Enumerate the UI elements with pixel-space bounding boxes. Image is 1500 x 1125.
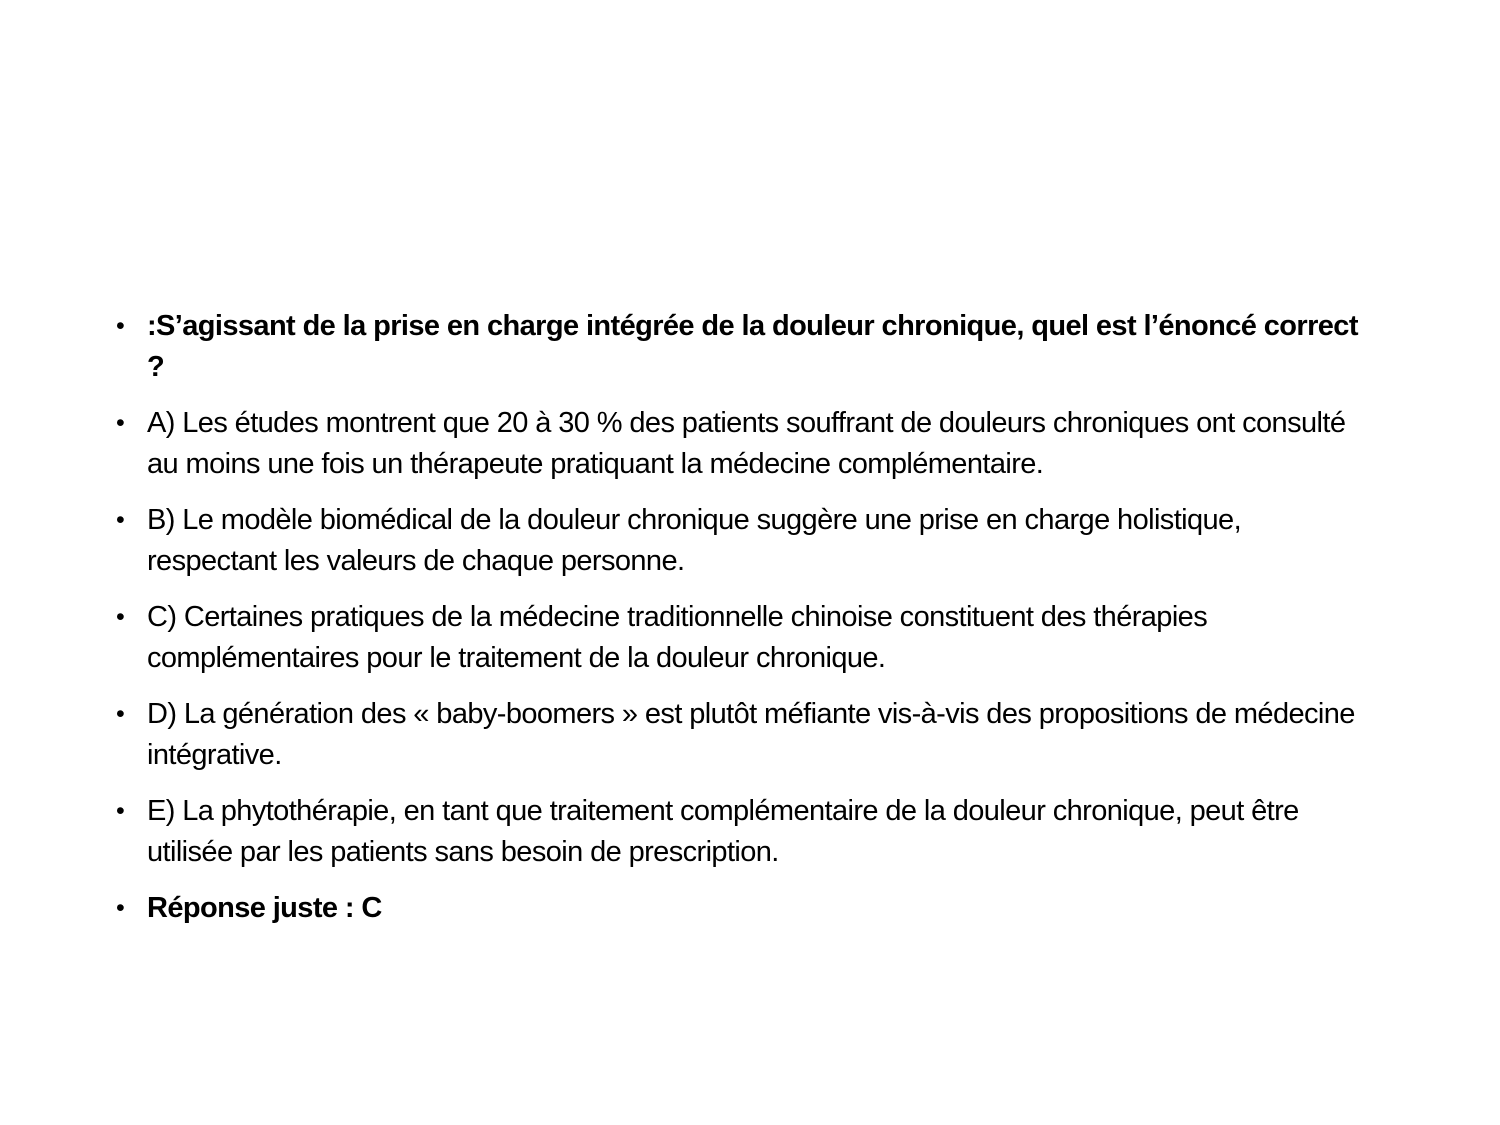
bullet-icon: •: [116, 603, 125, 631]
question-text: :S’agissant de la prise en charge intégrée de la douleur chronique, quel est l’énoncé correct ?: [147, 310, 1358, 383]
question-item: [116, 306, 1376, 387]
option-c-text: C) Certaines pratiques de la médecine traditionnelle chinoise constituent des thérapies complémentaires pour le traitement de la douleur chronique.: [147, 601, 1208, 674]
option-d-item: [116, 694, 1376, 775]
bullet-icon: •: [116, 506, 125, 534]
bullet-icon: •: [116, 409, 125, 437]
option-a-item: [116, 403, 1376, 484]
option-c-item: [116, 597, 1376, 678]
option-e-text: E) La phytothérapie, en tant que traitement complémentaire de la douleur chronique, peut être utilisée par les patients sans besoin de prescription.: [147, 795, 1299, 868]
option-b-item: [116, 500, 1376, 581]
bullet-icon: •: [116, 312, 125, 340]
answer-item: [116, 888, 1376, 929]
bullet-icon: •: [116, 894, 125, 922]
answer-text: Réponse juste : C: [147, 892, 382, 924]
bullet-icon: •: [116, 797, 125, 825]
option-b-text: B) Le modèle biomédical de la douleur chronique suggère une prise en charge holistique, respectant les valeurs de chaque personne.: [147, 504, 1242, 577]
option-a-text: A) Les études montrent que 20 à 30 % des patients souffrant de douleurs chroniques ont consulté au moins une fois un thérapeute pratiquant la médecine complémentaire.: [147, 407, 1346, 480]
bullet-list: [116, 306, 1376, 929]
slide-content: [116, 306, 1376, 945]
bullet-icon: •: [116, 700, 125, 728]
option-e-item: [116, 791, 1376, 872]
option-d-text: D) La génération des « baby-boomers » est plutôt méfiante vis-à-vis des propositions de médecine intégrative.: [147, 698, 1355, 771]
